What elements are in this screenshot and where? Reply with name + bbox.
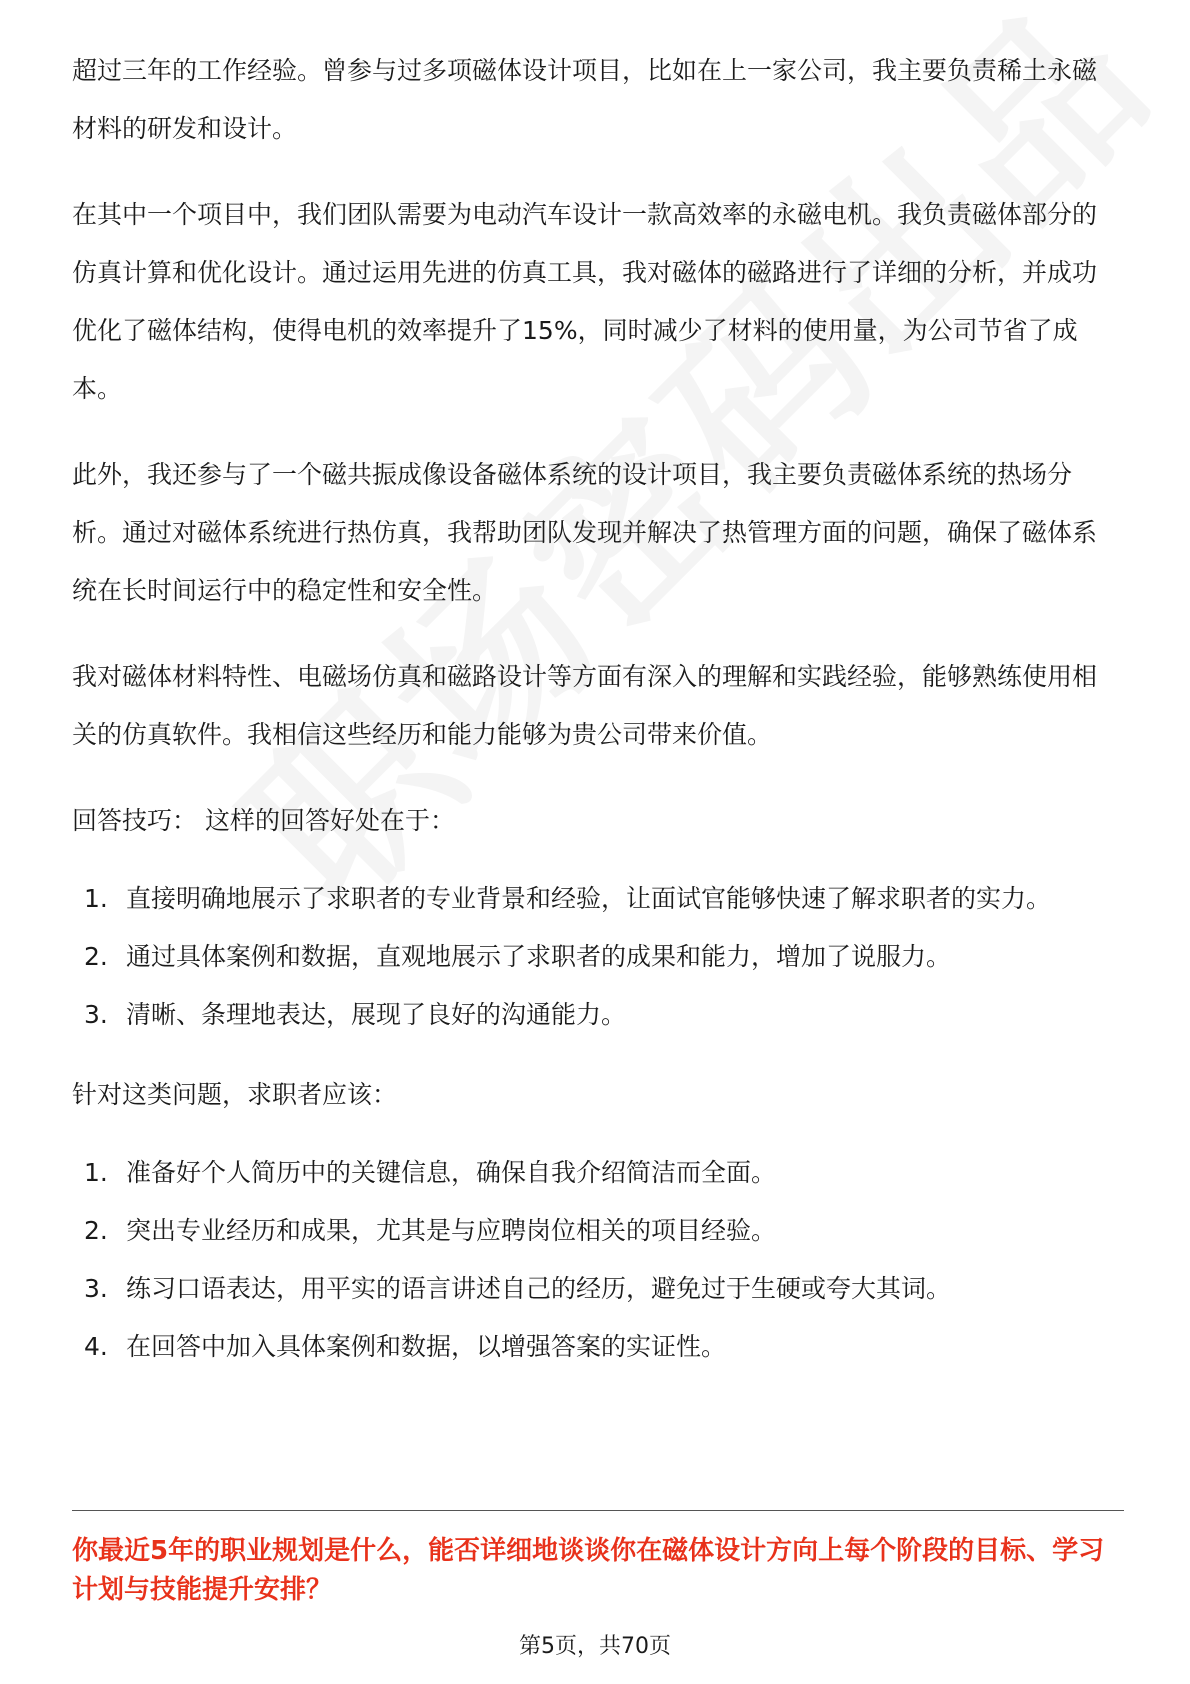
- list-item: [72, 986, 1117, 1044]
- list-item: [72, 1260, 1117, 1318]
- paragraph-ev-project: 在其中一个项目中，我们团队需要为电动汽车设计一款高效率的永磁电机。我负责磁体部分的仿真计算和优化设计。通过运用先进的仿真工具，我对磁体的磁路进行了详细的分析，并成功优化了磁体结构，使得电机的效率提升了15%，同时减少了材料的使用量，为公司节省了成本。: [72, 200, 1098, 403]
- list-item: [72, 928, 1117, 986]
- list-number: 4.: [84, 1332, 108, 1361]
- paragraph-summary: 我对磁体材料特性、电磁场仿真和磁路设计等方面有深入的理解和实践经验，能够熟练使用相关的仿真软件。我相信这些经历和能力能够为贵公司带来价值。: [72, 662, 1098, 749]
- paragraph-mri-project: 此外，我还参与了一个磁共振成像设备磁体系统的设计项目，我主要负责磁体系统的热场分析。通过对磁体系统进行热仿真，我帮助团队发现并解决了热管理方面的问题，确保了磁体系统在长时间运行中的稳定性和安全性。: [72, 460, 1098, 605]
- next-question: 你最近5年的职业规划是什么，能否详细地谈谈你在磁体设计方向上每个阶段的目标、学习计划与技能提升安排？: [72, 1536, 1105, 1605]
- list-number: 1.: [84, 884, 108, 913]
- tips-list: [72, 870, 1117, 1044]
- list-item-text: 在回答中加入具体案例和数据，以增强答案的实证性。: [126, 1332, 727, 1361]
- tips-heading: 回答技巧： 这样的回答好处在于：: [72, 806, 455, 835]
- page-footer: 第5页，共70页: [519, 1634, 671, 1659]
- advice-heading: 针对这类问题，求职者应该：: [72, 1080, 398, 1109]
- paragraph-intro: 超过三年的工作经验。曾参与过多项磁体设计项目，比如在上一家公司，我主要负责稀土永磁材料的研发和设计。: [72, 56, 1098, 143]
- list-item: [72, 1144, 1117, 1202]
- advice-list: [72, 1144, 1117, 1376]
- document-body: [72, 42, 1117, 1398]
- list-number: 3.: [84, 1274, 108, 1303]
- list-item-text: 直接明确地展示了求职者的专业背景和经验，让面试官能够快速了解求职者的实力。: [126, 884, 1052, 913]
- list-item-text: 练习口语表达，用平实的语言讲述自己的经历，避免过于生硬或夸大其词。: [126, 1274, 952, 1303]
- list-number: 2.: [84, 942, 108, 971]
- list-number: 1.: [84, 1158, 108, 1187]
- list-item: [72, 1202, 1117, 1260]
- list-number: 3.: [84, 1000, 108, 1029]
- section-divider: [72, 1510, 1124, 1511]
- list-item: [72, 1318, 1117, 1376]
- list-item-text: 通过具体案例和数据，直观地展示了求职者的成果和能力，增加了说服力。: [126, 942, 952, 971]
- list-item-text: 清晰、条理地表达，展现了良好的沟通能力。: [126, 1000, 627, 1029]
- list-number: 2.: [84, 1216, 108, 1245]
- list-item-text: 准备好个人简历中的关键信息，确保自我介绍简洁而全面。: [126, 1158, 777, 1187]
- list-item-text: 突出专业经历和成果，尤其是与应聘岗位相关的项目经验。: [126, 1216, 777, 1245]
- list-item: [72, 870, 1117, 928]
